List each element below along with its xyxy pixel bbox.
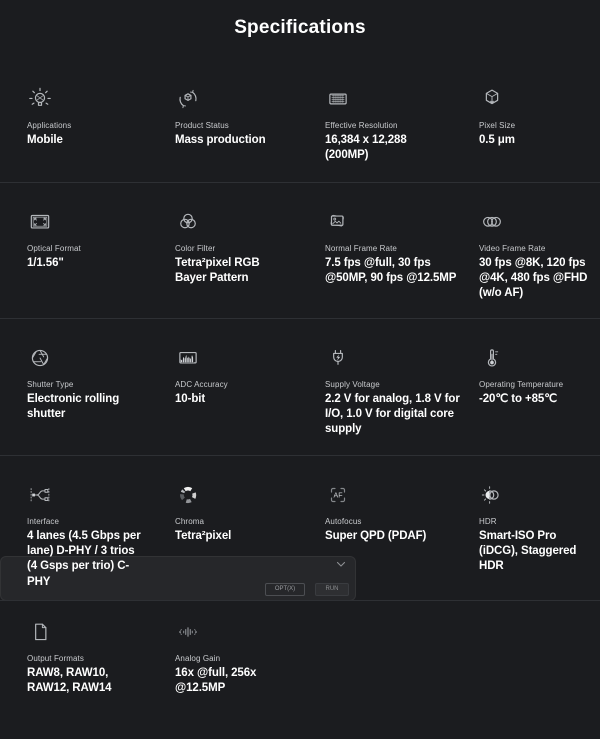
spec-value: RAW8, RAW10, RAW12, RAW14 xyxy=(27,667,112,695)
spec-value: Tetra²pixel xyxy=(175,530,232,542)
spec-item-product-status xyxy=(175,86,325,182)
spec-value: Super QPD (PDAF) xyxy=(325,530,427,542)
sun-hdr-icon xyxy=(479,482,588,508)
spec-item-pixel-size xyxy=(479,86,598,182)
page-title: Specifications xyxy=(234,17,366,38)
histogram-icon xyxy=(175,345,315,371)
venn-circles-icon xyxy=(175,209,315,235)
photo-stack-icon xyxy=(325,209,469,235)
spec-label: Applications xyxy=(27,121,72,130)
spec-label: Chroma xyxy=(175,517,205,526)
cube-measure-icon xyxy=(479,86,588,112)
spec-section-4 xyxy=(0,455,600,600)
spec-label: Optical Format xyxy=(27,244,81,253)
spec-value: Electronic rolling shutter xyxy=(27,393,120,421)
spec-label: Interface xyxy=(27,517,60,526)
spec-value: 2.2 V for analog, 1.8 V for I/O, 1.0 V for digital core supply xyxy=(325,393,460,436)
spec-label: Video Frame Rate xyxy=(479,244,546,253)
segment-ring-icon xyxy=(175,482,315,508)
spec-label: Supply Voltage xyxy=(325,380,380,389)
waveform-gain-icon xyxy=(175,619,315,645)
spec-label: Color Filter xyxy=(175,244,216,253)
spec-section-1 xyxy=(0,60,600,182)
spec-value: 4 lanes (4.5 Gbps per lane) D-PHY / 3 trios (4 Gsps per trio) C-PHY xyxy=(27,530,141,588)
spec-value: -20℃ to +85℃ xyxy=(479,393,558,405)
frame-corners-icon xyxy=(27,209,165,235)
sensor-grid-icon xyxy=(325,86,469,112)
spec-label: Analog Gain xyxy=(175,654,221,663)
thermometer-icon xyxy=(479,345,588,371)
spec-item-autofocus xyxy=(325,482,479,600)
spec-item-color-filter xyxy=(175,209,325,318)
spec-item-output-formats xyxy=(27,619,175,739)
lightbulb-icon xyxy=(27,86,165,112)
spec-item-supply-voltage xyxy=(325,345,479,455)
spec-value: 30 fps @8K, 120 fps @4K, 480 fps @FHD (w/o AF) xyxy=(479,257,588,300)
spec-item-effective-resolution xyxy=(325,86,479,182)
overlay-button-left[interactable]: OPT(X) xyxy=(265,583,305,596)
spec-section-5 xyxy=(0,600,600,739)
overlay-button-right[interactable]: RUN xyxy=(315,583,349,596)
spec-item-chroma xyxy=(175,482,325,600)
spec-item-operating-temperature xyxy=(479,345,598,455)
spec-item-hdr xyxy=(479,482,598,600)
spec-label: Normal Frame Rate xyxy=(325,244,397,253)
spec-value: 16,384 x 12,288 (200MP) xyxy=(325,134,407,162)
spec-section-3 xyxy=(0,318,600,455)
spec-value: Smart-ISO Pro (iDCG), Staggered HDR xyxy=(479,530,577,573)
spec-value: Tetra²pixel RGB Bayer Pattern xyxy=(175,257,260,285)
spec-item-video-frame-rate xyxy=(479,209,598,318)
spec-item-analog-gain xyxy=(175,619,325,739)
af-brackets-icon xyxy=(325,482,469,508)
signal-path-icon xyxy=(27,482,165,508)
spec-label: Operating Temperature xyxy=(479,380,564,389)
spec-value: Mass production xyxy=(175,134,266,146)
spec-label: Autofocus xyxy=(325,517,362,526)
empty-cell xyxy=(479,619,598,739)
spec-item-interface xyxy=(27,482,175,600)
production-cycle-icon xyxy=(175,86,315,112)
aperture-icon xyxy=(27,345,165,371)
spec-label: Pixel Size xyxy=(479,121,516,130)
spec-item-optical-format xyxy=(27,209,175,318)
spec-value: 7.5 fps @full, 30 fps @50MP, 90 fps @12.5MP xyxy=(325,257,457,285)
overlap-circles-icon xyxy=(479,209,588,235)
spec-value: 16x @full, 256x @12.5MP xyxy=(175,667,257,695)
spec-section-2 xyxy=(0,182,600,318)
power-plug-icon xyxy=(325,345,469,371)
spec-item-applications xyxy=(27,86,175,182)
spec-value: Mobile xyxy=(27,134,63,146)
spec-label: ADC Accuracy xyxy=(175,380,228,389)
empty-cell xyxy=(325,619,479,739)
spec-value: 1/1.56" xyxy=(27,257,64,269)
document-icon xyxy=(27,619,165,645)
spec-item-normal-frame-rate xyxy=(325,209,479,318)
spec-item-adc-accuracy xyxy=(175,345,325,455)
spec-label: HDR xyxy=(479,517,497,526)
spec-label: Effective Resolution xyxy=(325,121,398,130)
spec-value: 10-bit xyxy=(175,393,206,405)
spec-label: Shutter Type xyxy=(27,380,74,389)
spec-label: Product Status xyxy=(175,121,229,130)
spec-label: Output Formats xyxy=(27,654,84,663)
spec-value: 0.5 μm xyxy=(479,134,515,146)
svg-text:AF: AF xyxy=(333,492,343,500)
spec-item-shutter-type xyxy=(27,345,175,455)
